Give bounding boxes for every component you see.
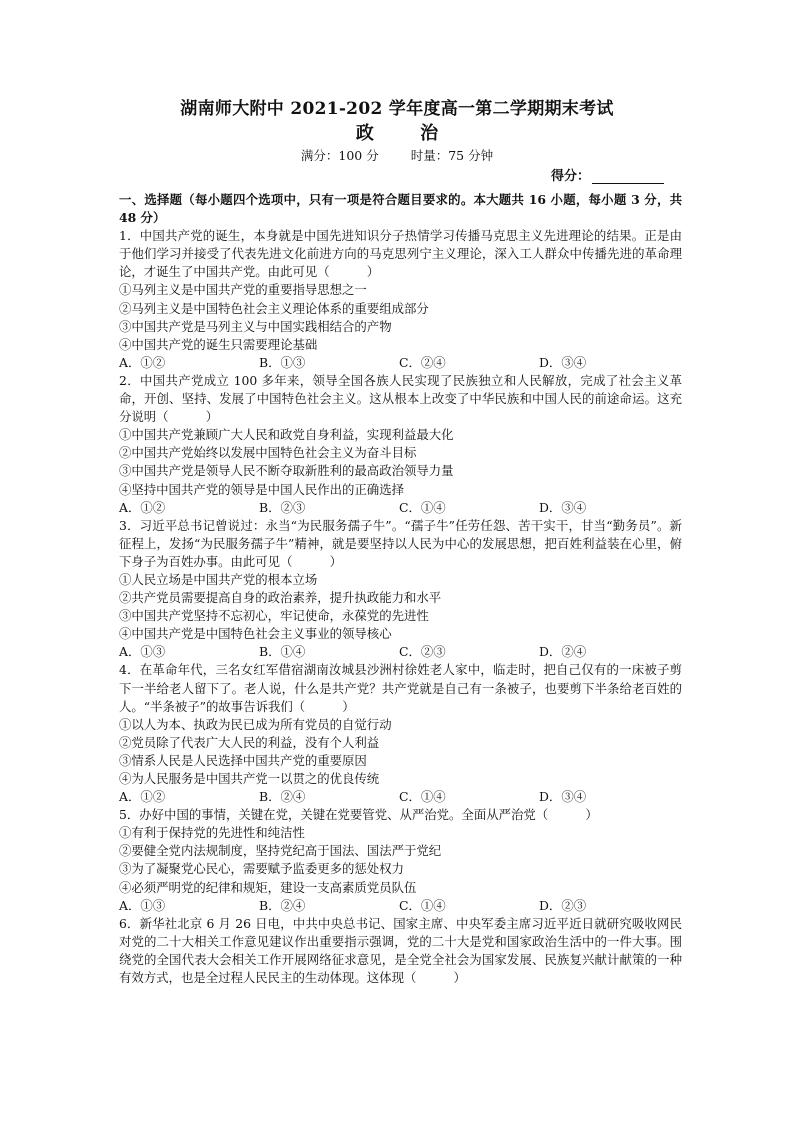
option-a: A．①③ [119, 644, 166, 660]
option-b: B．②④ [259, 789, 306, 805]
question-item: ④必须严明党的纪律和规矩，建设一支高素质党员队伍 [119, 879, 417, 895]
question-item: ③情系人民是人民选择中国共产党的重要原因 [119, 752, 367, 768]
question-item: ①人民立场是中国共产党的根本立场 [119, 571, 318, 587]
question-item: ③中国共产党是马列主义与中国实践相结合的产物 [119, 318, 392, 334]
question-stem: 6．新华社北京 6 月 26 日电，中共中央总书记、国家主席、中央军委主席习近平近日就研究吸收网民对党的二十大相关工作意见建议作出重要指示强调，党的二十大是党和国家政治生活中的一件大事。围绕党的全国代表大会相关工作开展网络征求意见，是全党全社会为国家发展、民族复兴献计献策的一种有效方式，也是全过程人民民主的生动体现。这体现（ ） [119, 915, 682, 986]
option-c: C．①④ [399, 499, 446, 515]
question-item: ④中国共产党的诞生只需要理论基础 [119, 336, 318, 352]
question-2 [119, 372, 682, 517]
question-item: ②马列主义是中国特色社会主义理论体系的重要组成部分 [119, 300, 429, 316]
question-5 [119, 806, 682, 915]
option-c: C．②③ [399, 644, 446, 660]
question-1 [119, 227, 682, 372]
subject-title: 政 治 [355, 123, 459, 144]
question-item: ②中国共产党始终以发展中国特色社会主义为奋斗目标 [119, 445, 417, 461]
option-a: A．①② [119, 354, 166, 370]
score-blank [592, 170, 664, 184]
question-stem: 1．中国共产党的诞生，本身就是中国先进知识分子热情学习传播马克思主义先进理论的结果。正是由于他们学习并接受了代表先进文化前进方向的马克思列宁主义理论，深入工人群众中传播先进的革命理论，才诞生了中国共产党。由此可见（ ） [119, 228, 682, 280]
answer-options [119, 354, 682, 372]
option-d: D．③④ [539, 789, 587, 805]
option-b: B．①③ [259, 354, 306, 370]
question-item: ①以人为本、执政为民已成为所有党员的自觉行动 [119, 716, 392, 732]
exam-content [119, 191, 682, 987]
exam-title: 湖南师大附中 2021-202 学年度高一第二学期期末考试 [180, 99, 614, 119]
option-b: B．①④ [259, 644, 306, 660]
full-score: 满分：100 分 [300, 148, 379, 163]
question-item: ①马列主义是中国共产党的重要指导思想之一 [119, 282, 367, 298]
question-item: ②共产党员需要提高自身的政治素养，提升执政能力和水平 [119, 590, 442, 606]
answer-options [119, 643, 682, 661]
question-item: ④中国共产党是中国特色社会主义事业的领导核心 [119, 626, 392, 642]
exam-meta [0, 146, 794, 164]
option-d: D．③④ [539, 499, 587, 515]
answer-options [119, 788, 682, 806]
question-item: ②党员除了代表广大人民的利益，没有个人利益 [119, 734, 380, 750]
answer-options [119, 499, 682, 517]
question-item: ④坚持中国共产党的领导是中国人民作出的正确选择 [119, 481, 404, 497]
score-field [551, 165, 664, 184]
option-c: C．①④ [399, 789, 446, 805]
question-item: ④为人民服务是中国共产党一以贯之的优良传统 [119, 771, 380, 786]
option-b: B．②④ [259, 897, 306, 913]
exam-time: 时量：75 分钟 [410, 148, 494, 163]
question-stem: 5．办好中国的事情，关键在党，关键在党要管党、从严治党。全面从严治党（ ） [119, 807, 598, 823]
question-item: ①中国共产党兼顾广大人民和政党自身利益，实现利益最大化 [119, 427, 454, 443]
question-6 [119, 915, 682, 987]
option-d: D．②③ [539, 897, 587, 913]
question-4 [119, 661, 682, 806]
option-a: A．①③ [119, 897, 166, 913]
option-c: C．②④ [399, 354, 446, 370]
option-a: A．①② [119, 499, 166, 515]
question-item: ①有利于保持党的先进性和纯洁性 [119, 825, 305, 841]
option-d: D．②④ [539, 644, 587, 660]
score-label: 得分： [550, 169, 590, 184]
question-item: ③为了凝聚党心民心，需要赋予监委更多的惩处权力 [119, 861, 404, 877]
option-b: B．②③ [259, 499, 306, 515]
option-c: C．①④ [399, 897, 446, 913]
question-stem: 2．中国共产党成立 100 多年来，领导全国各族人民实现了民族独立和人民解放，完成了社会主义革命，开创、坚持、发展了中国特色社会主义。这从根本上改变了中华民族和中国人民的前途命运。这充分说明（ ） [119, 372, 682, 425]
option-d: D．③④ [539, 354, 587, 370]
question-item: ③中国共产党坚持不忘初心，牢记使命，永葆党的先进性 [119, 608, 429, 624]
section-heading: 一、选择题（每小题四个选项中，只有一项是符合题目要求的。本大题共 16 小题，每小题 3 分，共 48 分） [119, 192, 682, 226]
answer-options [119, 897, 682, 915]
question-item: ②要健全党内法规制度，坚持党纪高于国法、国法严于党纪 [119, 843, 442, 859]
question-item: ③中国共产党是领导人民不断夺取新胜利的最高政治领导力量 [119, 463, 454, 479]
question-3 [119, 517, 682, 662]
question-stem: 4．在革命年代，三名女红军借宿湖南汝城县沙洲村徐姓老人家中，临走时，把自己仅有的一床被子剪下一半给老人留下了。老人说，什么是共产党？共产党就是自己有一条被子，也要剪下半条给老百姓的人。“半条被子”的故事告诉我们（ ） [119, 662, 682, 714]
option-a: A．①② [119, 789, 166, 805]
question-stem: 3．习近平总书记曾说过：永当“为民服务孺子牛”。“孺子牛”任劳任怨、苦干实干，甘当“勤务员”。新征程上，发扬“为民服务孺子牛”精神，就是要坚持以人民为中心的发展思想，把百姓利益装在心里，俯下身子为百姓办事。由此可见（ ） [119, 517, 682, 569]
